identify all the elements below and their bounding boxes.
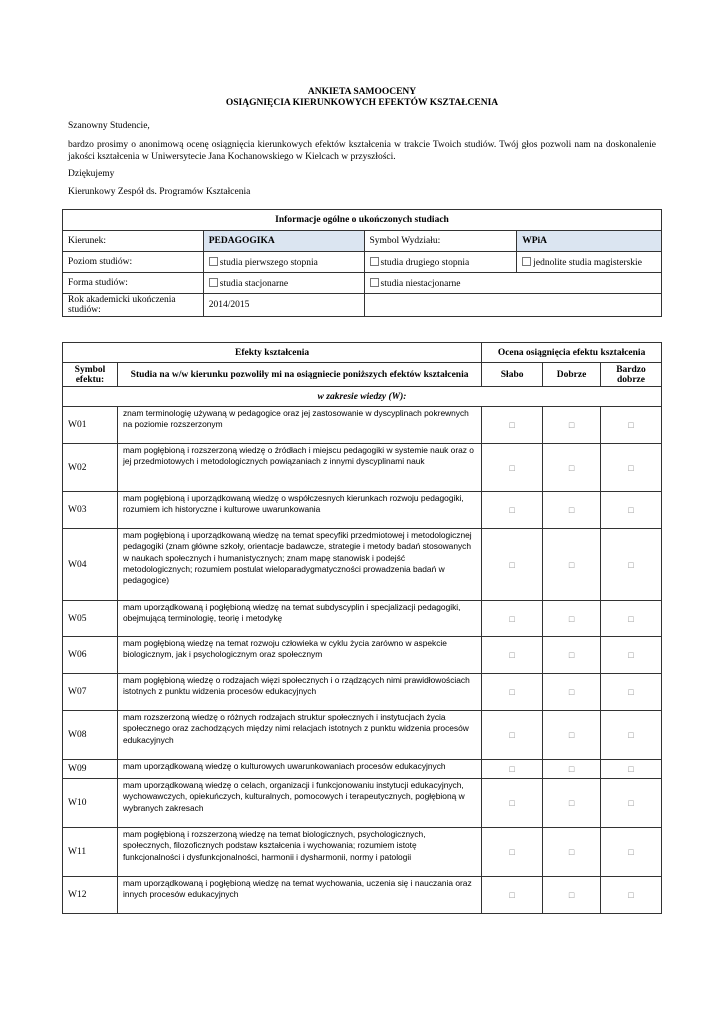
rating-weak-checkbox[interactable]: □ — [482, 760, 543, 779]
effect-symbol: W06 — [63, 637, 118, 674]
effect-description: mam rozszerzoną wiedzę o różnych rodzajach struktur społecznych i instytucjach życia społecznego oraz zachodzących między nimi relacjach istotnych z punktu widzenia procesów edukacyjnych — [117, 711, 481, 760]
checkbox-icon[interactable] — [209, 278, 218, 287]
rating-very-good-checkbox[interactable]: □ — [601, 407, 662, 444]
effect-row — [63, 407, 662, 444]
rating-good-checkbox[interactable]: □ — [543, 760, 601, 779]
field-label-forma: Forma studiów: — [63, 273, 204, 294]
effect-description: mam uporządkowaną wiedzę o kulturowych uwarunkowaniach procesów edukacyjnych — [117, 760, 481, 779]
field-label-symbol: Symbol Wydziału: — [364, 231, 517, 252]
effect-row — [63, 529, 662, 601]
effect-description: mam pogłębioną i rozszerzoną wiedzę o źródłach i miejscu pedagogiki w systemie nauk oraz o jej przedmiotowych i metodologicznych powiązaniach z innymi dyscyplinami nauk — [117, 444, 481, 492]
rating-good-checkbox[interactable]: □ — [543, 407, 601, 444]
option-poziom-2[interactable] — [364, 252, 517, 273]
rating-very-good-checkbox[interactable]: □ — [601, 760, 662, 779]
rating-good-checkbox[interactable]: □ — [543, 828, 601, 877]
rating-weak-checkbox[interactable]: □ — [482, 828, 543, 877]
rating-weak-checkbox[interactable]: □ — [482, 407, 543, 444]
effect-row — [63, 601, 662, 637]
field-value-symbol: WPiA — [517, 231, 662, 252]
option-poziom-1[interactable] — [203, 252, 364, 273]
checkbox-icon[interactable] — [370, 257, 379, 266]
rating-weak-checkbox[interactable]: □ — [482, 637, 543, 674]
rating-good-checkbox[interactable]: □ — [543, 601, 601, 637]
general-info-table — [62, 209, 662, 317]
col-good: Dobrze — [543, 363, 601, 387]
option-label: studia niestacjonarne — [380, 278, 461, 289]
effect-row — [63, 637, 662, 674]
rating-good-checkbox[interactable]: □ — [543, 637, 601, 674]
rating-weak-checkbox[interactable]: □ — [482, 779, 543, 828]
rating-very-good-checkbox[interactable]: □ — [601, 779, 662, 828]
rating-good-checkbox[interactable]: □ — [543, 444, 601, 492]
effect-row — [63, 492, 662, 529]
effect-symbol: W03 — [63, 492, 118, 529]
rating-weak-checkbox[interactable]: □ — [482, 444, 543, 492]
thanks: Dziękujemy — [68, 169, 115, 179]
col-symbol: Symbol efektu: — [63, 363, 118, 387]
effect-symbol: W11 — [63, 828, 118, 877]
effect-description: mam pogłębioną i uporządkowaną wiedzę na temat specyfiki przedmiotowej i metodologicznej pedagogiki (znam główne szkoły, orientacje badawcze, strategie i metody badań stosowanych w naukach społecznych i humanistycznych; znam mapę stanowisk i podejść metodologicznych; rozumiem postulat wieloparadygmatyczności prowadzenia badań w pedagogice) — [117, 529, 481, 601]
effect-row — [63, 877, 662, 914]
info-table-title: Informacje ogólne o ukończonych studiach — [63, 210, 662, 231]
rating-good-checkbox[interactable]: □ — [543, 674, 601, 711]
col-very-good: Bardzo dobrze — [601, 363, 662, 387]
rating-good-checkbox[interactable]: □ — [543, 877, 601, 914]
checkbox-icon[interactable] — [209, 257, 218, 266]
rating-very-good-checkbox[interactable]: □ — [601, 444, 662, 492]
rating-weak-checkbox[interactable]: □ — [482, 601, 543, 637]
rating-very-good-checkbox[interactable]: □ — [601, 711, 662, 760]
greeting: Szanowny Studencie, — [68, 121, 150, 131]
survey-subtitle: OSIĄGNIĘCIA KIERUNKOWYCH EFEKTÓW KSZTAŁCENIA — [225, 98, 499, 108]
rating-header: Ocena osiągnięcia efektu kształcenia — [482, 343, 662, 363]
option-forma-1[interactable] — [203, 273, 364, 294]
effects-body — [63, 407, 662, 914]
signature: Kierunkowy Zespół ds. Programów Kształcenia — [68, 187, 251, 197]
survey-title: ANKIETA SAMOOCENY — [307, 87, 417, 97]
effects-header: Efekty kształcenia — [63, 343, 482, 363]
effect-description: mam pogłębioną wiedzę na temat rozwoju człowieka w cyklu życia zarówno w aspekcie biologicznym, jak i psychologicznym oraz społecznym — [117, 637, 481, 674]
field-label-rok: Rok akademicki ukończenia studiów: — [63, 294, 204, 317]
effect-symbol: W07 — [63, 674, 118, 711]
effect-description: mam uporządkowaną wiedzę o celach, organizacji i funkcjonowaniu instytucji edukacyjnych, wychowawczych, opiekuńczych, kulturalnych, pomocowych i terapeutycznych, pogłębioną w wybranych zakresach — [117, 779, 481, 828]
effect-symbol: W01 — [63, 407, 118, 444]
option-poziom-3[interactable] — [517, 252, 662, 273]
effects-table — [62, 342, 662, 914]
effect-symbol: W05 — [63, 601, 118, 637]
checkbox-icon[interactable] — [522, 257, 531, 266]
field-label-kierunek: Kierunek: — [63, 231, 204, 252]
effect-row — [63, 711, 662, 760]
field-value-rok: 2014/2015 — [203, 294, 364, 317]
option-label: studia drugiego stopnia — [380, 257, 470, 268]
rating-weak-checkbox[interactable]: □ — [482, 674, 543, 711]
effect-row — [63, 444, 662, 492]
effect-symbol: W10 — [63, 779, 118, 828]
effect-symbol: W08 — [63, 711, 118, 760]
section-knowledge: w zakresie wiedzy (W): — [63, 387, 662, 407]
intro-text: bardzo prosimy o anonimową ocenę osiągnięcia kierunkowych efektów kształcenia w trakcie Twoich studiów. Twój głos pozwoli nam na doskonalenie jakości kształcenia w Uniwersytecie Jana Kochanowskiego w Kielcach w przyszłości. — [68, 140, 656, 162]
effect-symbol: W02 — [63, 444, 118, 492]
empty-cell — [364, 294, 661, 317]
effect-description: mam uporządkowaną i pogłębioną wiedzę na temat wychowania, uczenia się i nauczania oraz innych procesów edukacyjnych — [117, 877, 481, 914]
effect-row — [63, 674, 662, 711]
rating-very-good-checkbox[interactable]: □ — [601, 828, 662, 877]
effect-description: mam pogłębioną wiedzę o rodzajach więzi społecznych i o rządzących nimi prawidłowościach istotnych z punktu widzenia procesów edukacyjnych — [117, 674, 481, 711]
rating-very-good-checkbox[interactable]: □ — [601, 877, 662, 914]
field-label-poziom: Poziom studiów: — [63, 252, 204, 273]
effect-description: mam pogłębioną i uporządkowaną wiedzę o współczesnych kierunkach rozwoju pedagogiki, rozumiem ich historyczne i kulturowe uwarunkowania — [117, 492, 481, 529]
rating-very-good-checkbox[interactable]: □ — [601, 637, 662, 674]
rating-weak-checkbox[interactable]: □ — [482, 492, 543, 529]
effect-description: mam pogłębioną i rozszerzoną wiedzę na temat biologicznych, psychologicznych, społecznych, filozoficznych podstaw kształcenia i wychowania; rozumiem istotę funkcjonalności i dysfunkcjonalności, harmonii i dysharmonii, normy i patologii — [117, 828, 481, 877]
rating-good-checkbox[interactable]: □ — [543, 779, 601, 828]
effect-description: mam uporządkowaną i pogłębioną wiedzę na temat subdyscyplin i specjalizacji pedagogiki, obejmującą terminologię, teorię i metodykę — [117, 601, 481, 637]
col-weak: Słabo — [482, 363, 543, 387]
rating-good-checkbox[interactable]: □ — [543, 711, 601, 760]
effect-row — [63, 760, 662, 779]
checkbox-icon[interactable] — [370, 278, 379, 287]
rating-good-checkbox[interactable]: □ — [543, 492, 601, 529]
effect-description: znam terminologię używaną w pedagogice oraz jej zastosowanie w dyscyplinach pokrewnych na poziomie rozszerzonym — [117, 407, 481, 444]
rating-very-good-checkbox[interactable]: □ — [601, 601, 662, 637]
rating-weak-checkbox[interactable]: □ — [482, 877, 543, 914]
effect-symbol: W09 — [63, 760, 118, 779]
rating-good-checkbox[interactable]: □ — [543, 529, 601, 601]
rating-very-good-checkbox[interactable]: □ — [601, 674, 662, 711]
effect-symbol: W12 — [63, 877, 118, 914]
option-label: studia pierwszego stopnia — [219, 257, 318, 268]
rating-weak-checkbox[interactable]: □ — [482, 529, 543, 601]
field-value-kierunek: PEDAGOGIKA — [203, 231, 364, 252]
effect-row — [63, 828, 662, 877]
rating-very-good-checkbox[interactable]: □ — [601, 492, 662, 529]
option-label: studia stacjonarne — [219, 278, 289, 289]
rating-weak-checkbox[interactable]: □ — [482, 711, 543, 760]
rating-very-good-checkbox[interactable]: □ — [601, 529, 662, 601]
option-forma-2[interactable] — [364, 273, 661, 294]
effect-row — [63, 779, 662, 828]
effect-symbol: W04 — [63, 529, 118, 601]
col-description: Studia na w/w kierunku pozwoliły mi na osiągniecie poniższych efektów kształcenia — [117, 363, 481, 387]
option-label: jednolite studia magisterskie — [533, 257, 642, 268]
